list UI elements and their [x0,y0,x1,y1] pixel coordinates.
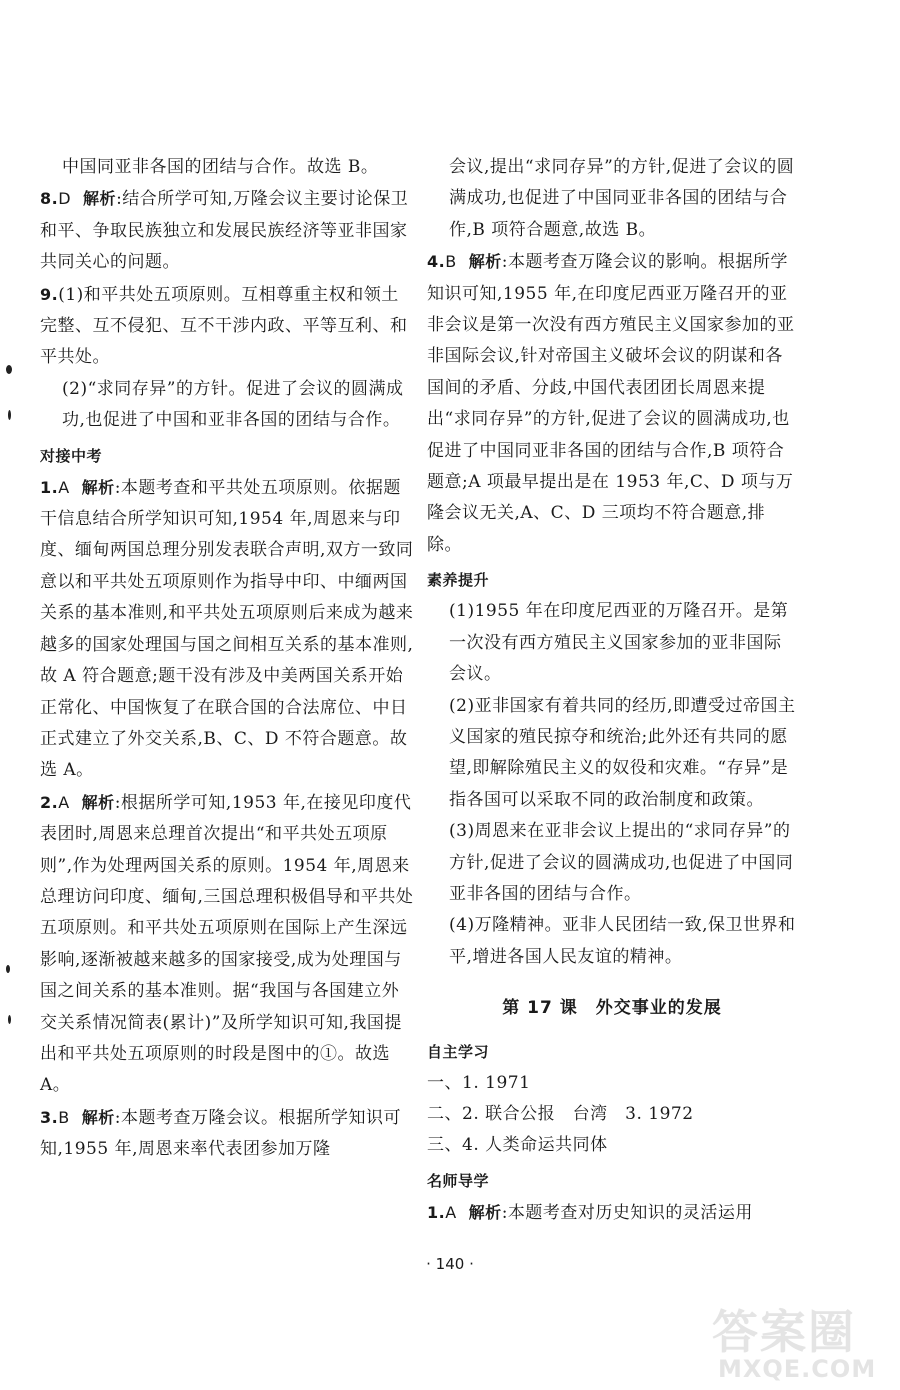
item-number: 8. [40,189,59,209]
analysis-text: :本题考查万隆会议。根据所学知识可知,1955 年,周恩来率代表团参加万隆 [40,1107,401,1160]
analysis-text: :根据所学可知,1953 年,在接见印度代表团时,周恩来总理首次提出“和平共处五项原则”,作为处理两国关系的原则。1954 年,周恩来总理访问印度、缅甸,三国总理积极倡导和平共处五项原则。和平共处五项原则在国际上产生深远影响,逐渐被越来越多的国家接受,成为处理国与国之间关系的基本准则。据“我国与各国建立外交关系情况简表(累计)”及所学知识可知,我国提出和平共处五项原则的时段是图中的①。故选 A。 [40,792,414,1096]
analysis-label: 解析 [81,477,115,497]
watermark-text: 答案圈 [712,1305,856,1359]
item-answer: A [445,1202,457,1222]
scan-speck [8,410,11,420]
watermark-logo [712,1305,892,1385]
analysis-text: :本题考查对历史知识的灵活运用 [501,1202,753,1223]
scan-speck [6,965,10,973]
answer-item-4 [427,246,797,561]
item-number: 3. [40,1107,59,1127]
answer-item-3 [40,1102,415,1166]
self-study-answer-3: 三、4. 人类命运共同体 [427,1135,608,1156]
item-number: 1. [40,477,59,497]
left-column [40,152,415,1166]
analysis-label: 解析 [81,792,115,812]
item-number: 2. [40,792,59,812]
scan-speck [8,1015,11,1024]
item-part-1: (1)和平共处五项原则。互相尊重主权和领土完整、互不侵犯、互不干涉内政、平等互利、和平共处。 [40,284,408,368]
section-title: 名师导学 [427,1171,490,1190]
answer-item-9-part-2: (2)“求同存异”的方针。促进了会议的圆满成功,也促进了中国和亚非各国的团结与合作。 [62,378,404,431]
item-number: 4. [427,252,446,272]
literacy-answer-3: (3)周恩来在亚非会议上提出的“求同存异”的方针,促进了会议的圆满成功,也促进了中国同亚非各国的团结与合作。 [449,821,794,904]
carryover-text: 会议,提出“求同存异”的方针,促进了会议的圆满成功,也促进了中国同亚非各国的团结与合作,B 项符合题意,故选 B。 [449,157,795,240]
item-number: 1. [427,1202,446,1222]
self-study-answer-2: 二、2. 联合公报 台湾 3. 1972 [427,1103,694,1124]
analysis-label: 解析 [81,1107,115,1127]
analysis-label: 解析 [468,252,502,272]
item-answer: A [58,792,70,812]
answer-item-2 [40,787,415,1102]
lesson-title: 第 17 课 外交事业的发展 [502,998,722,1019]
item-answer: B [445,252,457,272]
analysis-label: 解析 [468,1202,502,1222]
analysis-text: :结合所学可知,万隆会议主要讨论保卫和平、争取民族独立和发展民族经济等亚非国家共同关心的问题。 [40,189,409,273]
literacy-answer-1: (1)1955 年在印度尼西亚的万隆召开。是第一次没有西方殖民主义国家参加的亚非国际会议。 [449,601,789,685]
scan-speck [6,365,12,374]
analysis-text: :本题考查和平共处五项原则。依据题干信息结合所学知识可知,1954 年,周恩来与印度、缅甸两国总理分别发表联合声明,双方一致同意以和平共处五项原则作为指导中印、中缅两国关系的基本准则,和平共处五项原则后来成为越来越多的国家处理国与国之间相互关系的基本准则,故 A 符合题意;题干没有涉及中美两国关系开始正常化、中国恢复了在联合国的合法席位、中日正式建立了外交关系,B、C、D 不符合题意。故选 A。 [40,477,414,781]
page-number: · 140 · [426,1255,474,1273]
literacy-answer-4: (4)万隆精神。亚非人民团结一致,保卫世界和平,增进各国人民友谊的精神。 [449,915,796,967]
item-answer: B [58,1107,70,1127]
analysis-label: 解析 [83,189,117,209]
item-number: 9. [40,284,59,304]
answer-item-1 [40,472,415,787]
item-answer: D [58,189,72,209]
section-title: 自主学习 [427,1042,490,1061]
self-study-answer-1: 一、1. 1971 [427,1072,531,1093]
carryover-text: 中国同亚非各国的团结与合作。故选 B。 [62,157,379,177]
watermark-url: MXQE.COM [718,1355,877,1383]
item-answer: A [58,477,70,497]
right-column [427,152,797,1229]
answer-item-8 [40,183,415,278]
answer-item-9 [40,279,415,374]
literacy-answer-2: (2)亚非国家有着共同的经历,即遭受过帝国主义国家的殖民掠夺和统治;此外还有共同的愿望,即解除殖民主义的奴役和灾难。“存异”是指各国可以采取不同的政治制度和政策。 [449,695,796,810]
section-title: 素养提升 [427,571,490,590]
analysis-text: :本题考查万隆会议的影响。根据所学知识可知,1955 年,在印度尼西亚万隆召开的亚非会议是第一次没有西方殖民主义国家参加的亚非国际会议,针对帝国主义破坏会议的阴谋和各国间的矛盾、分歧,中国代表团团长周恩来提出“求同存异”的方针,促进了会议的圆满成功,也促进了中国同亚非各国的团结与合作,B 项符合题意;A 项最早提出是在 1953 年,C、D 项与万隆会议无关,A、C、D 三项均不符合题意,排除。 [427,252,795,555]
section-title: 对接中考 [40,446,103,465]
guide-answer-1 [427,1197,797,1229]
